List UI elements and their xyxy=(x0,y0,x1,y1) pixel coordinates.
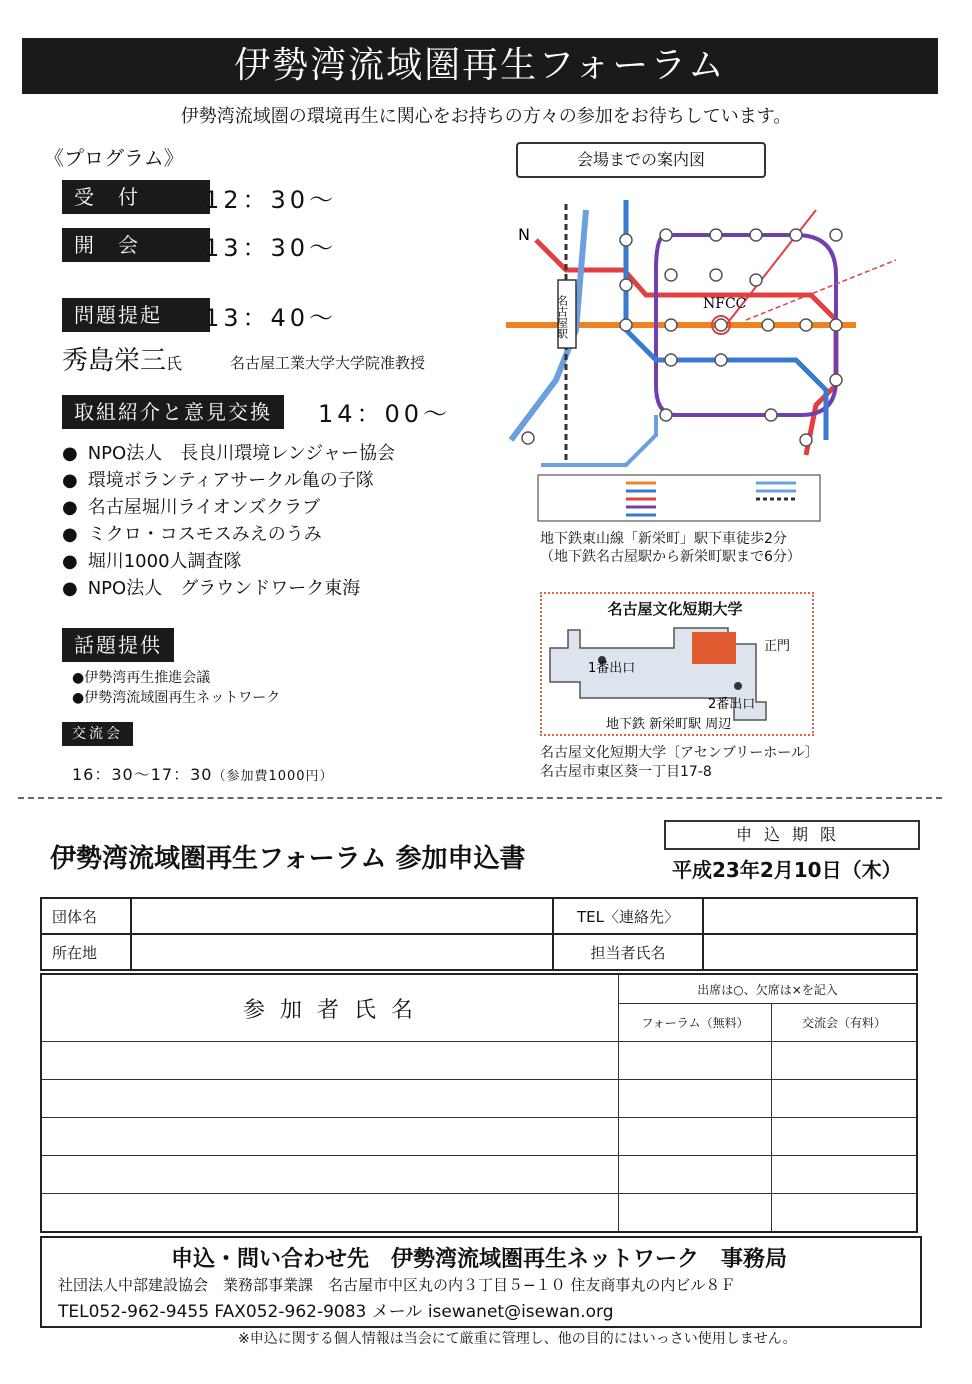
tel-field[interactable] xyxy=(703,898,917,934)
party-cell[interactable] xyxy=(772,1194,918,1233)
person-field[interactable] xyxy=(703,934,917,970)
reception-time: 12：30〜 xyxy=(204,186,338,214)
contact-address: 社団法人中部建設協会 業務部事業課 名古屋市中区丸の内３丁目５−１０ 住友商事丸の内ビル８Ｆ xyxy=(58,1276,736,1294)
page-subtitle: 伊勢湾流域圏の環境再生に関心をお持ちの方々の参加をお待ちしています。 xyxy=(180,106,792,127)
topics-label: 話題提供 xyxy=(62,628,174,662)
nfcc-label: NFCC xyxy=(703,296,747,312)
issue-time: 13：40〜 xyxy=(204,304,338,332)
party-label: 交流会 xyxy=(62,722,133,746)
group-list xyxy=(62,440,395,602)
forum-col: フォーラム（無料） xyxy=(619,1004,772,1042)
opening-label: 開 会 xyxy=(62,228,210,262)
station-area-label: 地下鉄 新栄町駅 周辺 xyxy=(606,717,732,730)
issue-label: 問題提起 xyxy=(62,298,210,332)
name-cell[interactable] xyxy=(41,1194,619,1233)
venue xyxy=(540,744,819,782)
forum-cell[interactable] xyxy=(619,1156,772,1194)
party-col: 交流会（有料） xyxy=(772,1004,918,1042)
party-cell[interactable] xyxy=(772,1080,918,1118)
list-item: ● NPO法人 グラウンドワーク東海 xyxy=(62,575,395,602)
deadline-label: 申込期限 xyxy=(664,820,920,850)
reception-label: 受 付 xyxy=(62,180,210,214)
access-note-1: 地下鉄東山線「新栄町」駅下車徒歩2分 xyxy=(540,531,787,547)
deadline: 平成23年2月10日（木） xyxy=(672,858,902,882)
list-item: ● ミクロ・コスモスみえのうみ xyxy=(62,521,395,548)
exchange-time: 14：00〜 xyxy=(318,400,452,428)
contact-heading: 申込・問い合わせ先 伊勢湾流域圏再生ネットワーク 事務局 xyxy=(170,1247,787,1272)
party-time xyxy=(72,762,334,785)
program-heading: 《プログラム》 xyxy=(44,146,184,170)
exit1-label: 1番出口 xyxy=(588,661,636,676)
cut-line xyxy=(18,797,942,799)
list-item: ● NPO法人 長良川環境レンジャー協会 xyxy=(62,440,395,467)
name-cell[interactable] xyxy=(41,1042,619,1080)
name-cell[interactable] xyxy=(41,1156,619,1194)
table-row xyxy=(41,1156,917,1194)
party-cell[interactable] xyxy=(772,1042,918,1080)
topics-list xyxy=(72,668,280,708)
list-item: ● 堀川1000人調査隊 xyxy=(62,548,395,575)
attend-note: 出席は○、欠席は×を記入 xyxy=(619,974,918,1004)
table-row xyxy=(41,1080,917,1118)
north-label: N xyxy=(518,225,530,244)
tel-label: TEL〈連絡先〉 xyxy=(553,898,703,934)
person-label: 担当者氏名 xyxy=(553,934,703,970)
table-row xyxy=(41,1118,917,1156)
station-label: 名古屋駅 xyxy=(555,295,569,339)
speaker-affiliation: 名古屋工業大学大学院准教授 xyxy=(230,354,426,372)
access-note-2: （地下鉄名古屋駅から新栄町駅まで6分） xyxy=(540,549,801,565)
subway-map xyxy=(506,180,906,525)
venue-address: 名古屋市東区葵一丁目17-8 xyxy=(540,764,712,780)
exchange-label: 取組紹介と意見交換 xyxy=(62,395,284,429)
participant-table xyxy=(40,973,918,1233)
party-fee: （参加費1000円） xyxy=(212,769,334,784)
name-cell[interactable] xyxy=(41,1080,619,1118)
campus-diagram xyxy=(544,620,806,730)
privacy-note: ※申込に関する個人情報は当会にて厳重に管理し、他の目的にはいっさい使用しません。 xyxy=(238,1331,797,1347)
org-field[interactable] xyxy=(131,898,553,934)
name-cell[interactable] xyxy=(41,1118,619,1156)
forum-cell[interactable] xyxy=(619,1118,772,1156)
list-item: ● 伊勢湾再生推進会議 xyxy=(72,668,280,688)
participant-label: 参 加 者 氏 名 xyxy=(41,974,619,1042)
map-title: 会場までの案内図 xyxy=(516,142,766,178)
table-row xyxy=(41,1042,917,1080)
party-cell[interactable] xyxy=(772,1118,918,1156)
page-title: 伊勢湾流域圏再生フォーラム xyxy=(22,38,938,94)
addr-label: 所在地 xyxy=(41,934,131,970)
org-label: 団体名 xyxy=(41,898,131,934)
form-title: 伊勢湾流域圏再生フォーラム 参加申込書 xyxy=(50,844,526,874)
contact-phone-email: TEL052-962-9455 FAX052-962-9083 メール isewanet@isewan.org xyxy=(58,1302,614,1322)
speaker-name: 秀島栄三 xyxy=(62,346,167,376)
campus-title: 名古屋文化短期大学 xyxy=(607,600,743,618)
party-cell[interactable] xyxy=(772,1156,918,1194)
gate-label: 正門 xyxy=(764,639,791,654)
venue-name: 名古屋文化短期大学〔アセンブリーホール〕 xyxy=(540,745,820,761)
speaker-suffix: 氏 xyxy=(166,354,183,373)
addr-field[interactable] xyxy=(131,934,553,970)
forum-cell[interactable] xyxy=(619,1080,772,1118)
table-row xyxy=(41,1194,917,1233)
opening-time: 13：30〜 xyxy=(204,234,338,262)
access-note xyxy=(540,530,801,566)
exit2-label: 2番出口 xyxy=(708,697,756,712)
organization-table xyxy=(40,897,918,971)
forum-cell[interactable] xyxy=(619,1194,772,1233)
forum-cell[interactable] xyxy=(619,1042,772,1080)
party-time-value: 16：30〜17：30 xyxy=(72,765,213,784)
speaker xyxy=(62,340,182,377)
list-item: ● 環境ボランティアサークル亀の子隊 xyxy=(62,467,395,494)
list-item: ● 伊勢湾流域圏再生ネットワーク xyxy=(72,688,280,708)
list-item: ● 名古屋堀川ライオンズクラブ xyxy=(62,494,395,521)
